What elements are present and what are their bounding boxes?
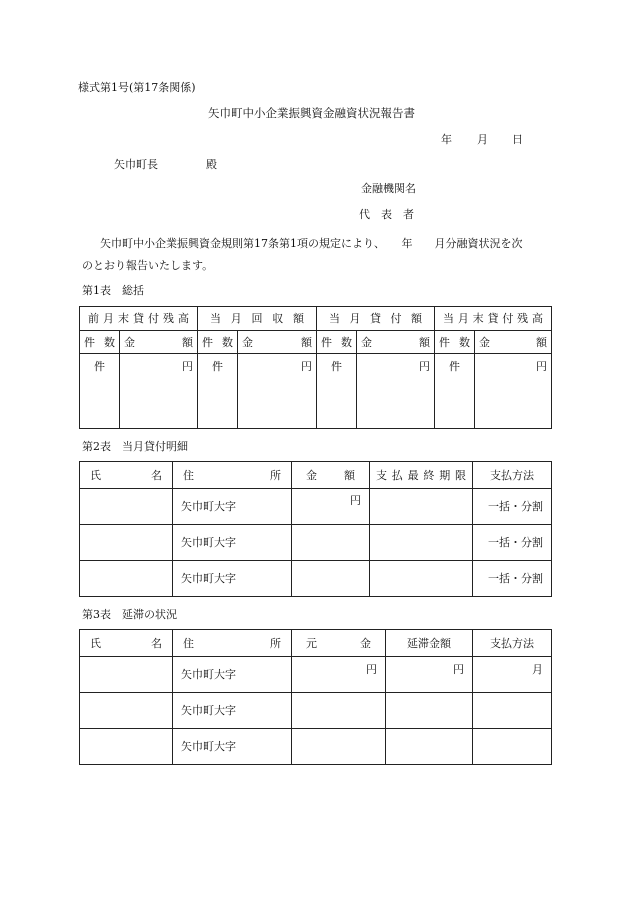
- cell-deadline: [370, 525, 473, 561]
- cell-name: [80, 525, 173, 561]
- cell-principal: [292, 729, 386, 765]
- cell-address: 矢巾町大字: [173, 561, 292, 597]
- date-day: 日: [512, 133, 523, 146]
- cell-name: [80, 489, 173, 525]
- cell-count-unit: 件: [317, 354, 357, 429]
- cell-address: 矢巾町大字: [173, 693, 292, 729]
- col-header-deadline: 支 払 最 終 期 限: [370, 462, 473, 489]
- sub-header-amount: 金 額: [238, 331, 317, 354]
- body-line-2: のとおり報告いたします。: [82, 259, 214, 272]
- cell-address: 矢巾町大字: [173, 525, 292, 561]
- cell-amount: [292, 561, 370, 597]
- cell-principal: [292, 693, 386, 729]
- group-header-prev-balance: [80, 307, 198, 331]
- sub-header-amount: 金 額: [120, 331, 198, 354]
- body-line-1: 矢巾町中小企業振興資金規則第17条第1項の規定により、 年 月分融資状況を次: [100, 237, 523, 250]
- sub-header-count: 件 数: [317, 331, 357, 354]
- table-row: [80, 657, 552, 693]
- cell-method: 一括・分割: [473, 525, 552, 561]
- cell-address: 矢巾町大字: [173, 729, 292, 765]
- cell-amount: [292, 525, 370, 561]
- group-label: 前 月 末 貸 付 残 高: [88, 312, 189, 325]
- cell-yen-unit: 円: [357, 354, 435, 429]
- group-header-lent: [317, 307, 435, 331]
- cell-count-unit: 件: [435, 354, 475, 429]
- cell-overdue: [386, 693, 473, 729]
- sub-header-amount: 金 額: [357, 331, 435, 354]
- cell-address: 矢巾町大字: [173, 489, 292, 525]
- table3-heading: 第3表 延滞の状況: [82, 608, 177, 621]
- col-header-overdue-amount: 延滞金額: [386, 630, 473, 657]
- cell-name: [80, 561, 173, 597]
- table-row: [80, 693, 552, 729]
- summary-table: [79, 306, 552, 429]
- addressee-honorific: 殿: [206, 158, 217, 171]
- col-header-principal: 元 金: [292, 630, 386, 657]
- representative-label: 代 表 者: [359, 208, 414, 221]
- col-header-address: 住 所: [173, 462, 292, 489]
- group-label: 当 月 貸 付 額: [329, 312, 422, 325]
- sub-header-amount: 金 額: [475, 331, 552, 354]
- col-header-amount: 金 額: [292, 462, 370, 489]
- cell-overdue: [386, 729, 473, 765]
- col-header-name: 氏 名: [80, 462, 173, 489]
- cell-method: 一括・分割: [473, 489, 552, 525]
- cell-method: 一括・分割: [473, 561, 552, 597]
- group-label: 当 月 末 貸 付 残 高: [443, 312, 543, 325]
- cell-deadline: [370, 561, 473, 597]
- cell-count-unit: 件: [80, 354, 120, 429]
- sub-header-count: 件 数: [80, 331, 120, 354]
- addressee-name: 矢巾町長: [114, 158, 158, 171]
- sub-header-count: 件 数: [435, 331, 475, 354]
- page-title: 矢巾町中小企業振興資金融資状況報告書: [208, 106, 415, 120]
- body-paragraph: [82, 233, 552, 277]
- date-month: 月: [477, 133, 488, 146]
- cell-amount-unit: 円: [292, 489, 370, 525]
- col-header-address: 住 所: [173, 630, 292, 657]
- cell-yen-unit: 円: [238, 354, 317, 429]
- table1-heading: 第1表 総括: [82, 284, 144, 297]
- table-row: [80, 489, 552, 525]
- table-row: [80, 561, 552, 597]
- cell-address: 矢巾町大字: [173, 657, 292, 693]
- table2-heading: 第2表 当月貸付明細: [82, 440, 188, 453]
- cell-overdue-unit: 円: [386, 657, 473, 693]
- col-header-method: 支払方法: [473, 630, 552, 657]
- form-number: 様式第1号(第17条関係): [78, 81, 196, 94]
- group-label: 当 月 回 収 額: [210, 312, 304, 325]
- sub-header-count: 件 数: [198, 331, 238, 354]
- col-header-name: 氏 名: [80, 630, 173, 657]
- group-header-end-balance: [435, 307, 552, 331]
- cell-name: [80, 729, 173, 765]
- cell-method: [473, 729, 552, 765]
- cell-yen-unit: 円: [120, 354, 198, 429]
- table-row: [80, 729, 552, 765]
- date-year: 年: [441, 133, 452, 146]
- cell-method: [473, 693, 552, 729]
- group-header-collected: [198, 307, 317, 331]
- cell-deadline: [370, 489, 473, 525]
- cell-name: [80, 657, 173, 693]
- cell-yen-unit: 円: [475, 354, 552, 429]
- cell-count-unit: 件: [198, 354, 238, 429]
- loan-detail-table: [79, 461, 552, 597]
- cell-name: [80, 693, 173, 729]
- cell-month-unit: 月: [473, 657, 552, 693]
- table-row: [80, 525, 552, 561]
- cell-principal-unit: 円: [292, 657, 386, 693]
- overdue-table: [79, 629, 552, 765]
- institution-label: 金融機関名: [361, 182, 416, 195]
- col-header-method: 支払方法: [473, 462, 552, 489]
